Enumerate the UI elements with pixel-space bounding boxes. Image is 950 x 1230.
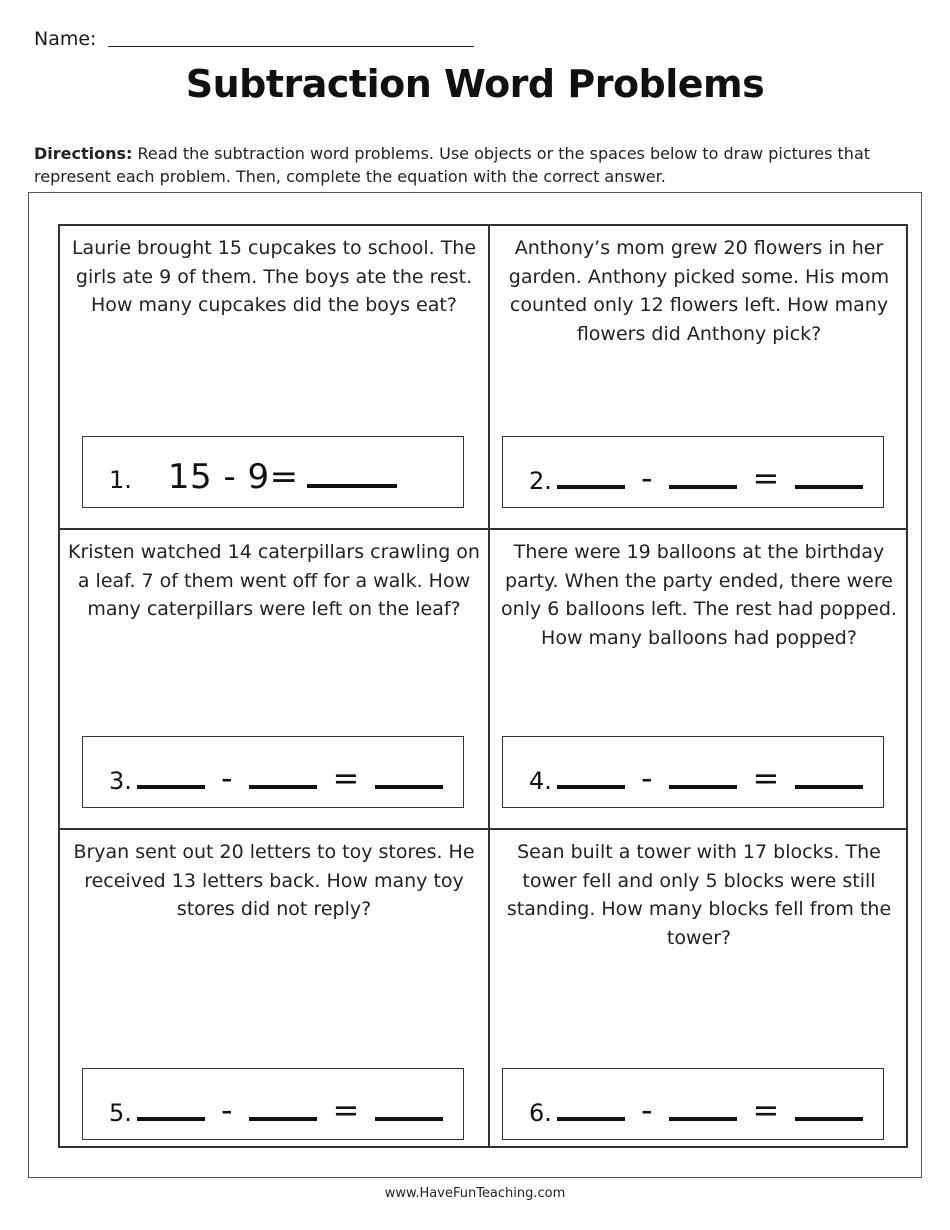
answer-blank[interactable] <box>795 461 863 489</box>
problem-cell-3 <box>60 530 490 830</box>
equation <box>529 759 863 797</box>
equals-sign: = <box>752 1091 780 1129</box>
problem-text: Anthony’s mom grew 20 flowers in her garden. Anthony picked some. His mom counted only 12 flowers left. How many flowers did Anthony pick? <box>508 237 890 345</box>
problem-cell-2 <box>490 226 908 530</box>
answer-blank[interactable] <box>795 1093 863 1121</box>
problem-number: 4. <box>529 767 552 795</box>
answer-box <box>502 436 884 508</box>
minus-sign: - <box>221 1091 233 1129</box>
equation-expression: 15 - 9= <box>167 457 299 497</box>
equals-sign: = <box>332 1091 360 1129</box>
problem-text: Kristen watched 14 caterpillars crawling on a leaf. 7 of them went off for a walk. How many caterpillars were left on the leaf? <box>68 541 480 620</box>
name-label: Name: <box>34 28 97 50</box>
equation <box>109 457 397 497</box>
answer-blank[interactable] <box>375 1093 443 1121</box>
problem-number: 2. <box>529 467 552 495</box>
minuend-blank[interactable] <box>557 461 625 489</box>
answer-blank[interactable] <box>795 761 863 789</box>
subtrahend-blank[interactable] <box>669 761 737 789</box>
equation <box>109 759 443 797</box>
minuend-blank[interactable] <box>557 761 625 789</box>
name-input-line[interactable] <box>108 46 474 47</box>
subtrahend-blank[interactable] <box>669 1093 737 1121</box>
equation <box>529 459 863 497</box>
answer-box <box>82 436 464 508</box>
minus-sign: - <box>641 459 653 497</box>
answer-blank[interactable] <box>375 761 443 789</box>
equals-sign: = <box>752 759 780 797</box>
minus-sign: - <box>221 759 233 797</box>
problem-text: Bryan sent out 20 letters to toy stores. He received 13 letters back. How many toy stores did not reply? <box>73 841 475 920</box>
page-title: Subtraction Word Problems <box>185 62 765 106</box>
equation <box>529 1091 863 1129</box>
problem-number: 3. <box>109 767 132 795</box>
minuend-blank[interactable] <box>137 761 205 789</box>
answer-box <box>502 736 884 808</box>
minuend-blank[interactable] <box>557 1093 625 1121</box>
minus-sign: - <box>641 1091 653 1129</box>
directions-label: Directions: <box>34 144 133 163</box>
equation <box>109 1091 443 1129</box>
problem-text: Sean built a tower with 17 blocks. The tower fell and only 5 blocks were still standing. How many blocks fell from the tower? <box>506 841 892 949</box>
subtrahend-blank[interactable] <box>669 461 737 489</box>
answer-box <box>82 1068 464 1140</box>
directions <box>34 142 914 188</box>
answer-blank[interactable] <box>307 460 397 488</box>
answer-box <box>82 736 464 808</box>
equals-sign: = <box>332 759 360 797</box>
subtrahend-blank[interactable] <box>249 1093 317 1121</box>
problem-grid <box>58 224 908 1148</box>
problem-number: 6. <box>529 1099 552 1127</box>
footer-website: www.HaveFunTeaching.com <box>384 1186 566 1201</box>
minus-sign: - <box>641 759 653 797</box>
problem-text: There were 19 balloons at the birthday party. When the party ended, there were only 6 balloons left. The rest had popped. How many balloons had popped? <box>501 541 897 649</box>
problem-cell-6 <box>490 830 908 1146</box>
problem-number: 1. <box>109 466 132 494</box>
minuend-blank[interactable] <box>137 1093 205 1121</box>
problem-cell-4 <box>490 530 908 830</box>
equals-sign: = <box>752 459 780 497</box>
answer-box <box>502 1068 884 1140</box>
subtrahend-blank[interactable] <box>249 761 317 789</box>
problem-cell-5 <box>60 830 490 1146</box>
problem-cell-1 <box>60 226 490 530</box>
problem-text: Laurie brought 15 cupcakes to school. The girls ate 9 of them. The boys ate the rest. How many cupcakes did the boys eat? <box>71 237 477 316</box>
directions-text: Read the subtraction word problems. Use objects or the spaces below to draw pictures that represent each problem. Then, complete the equation with the correct answer. <box>34 144 871 186</box>
problem-number: 5. <box>109 1099 132 1127</box>
